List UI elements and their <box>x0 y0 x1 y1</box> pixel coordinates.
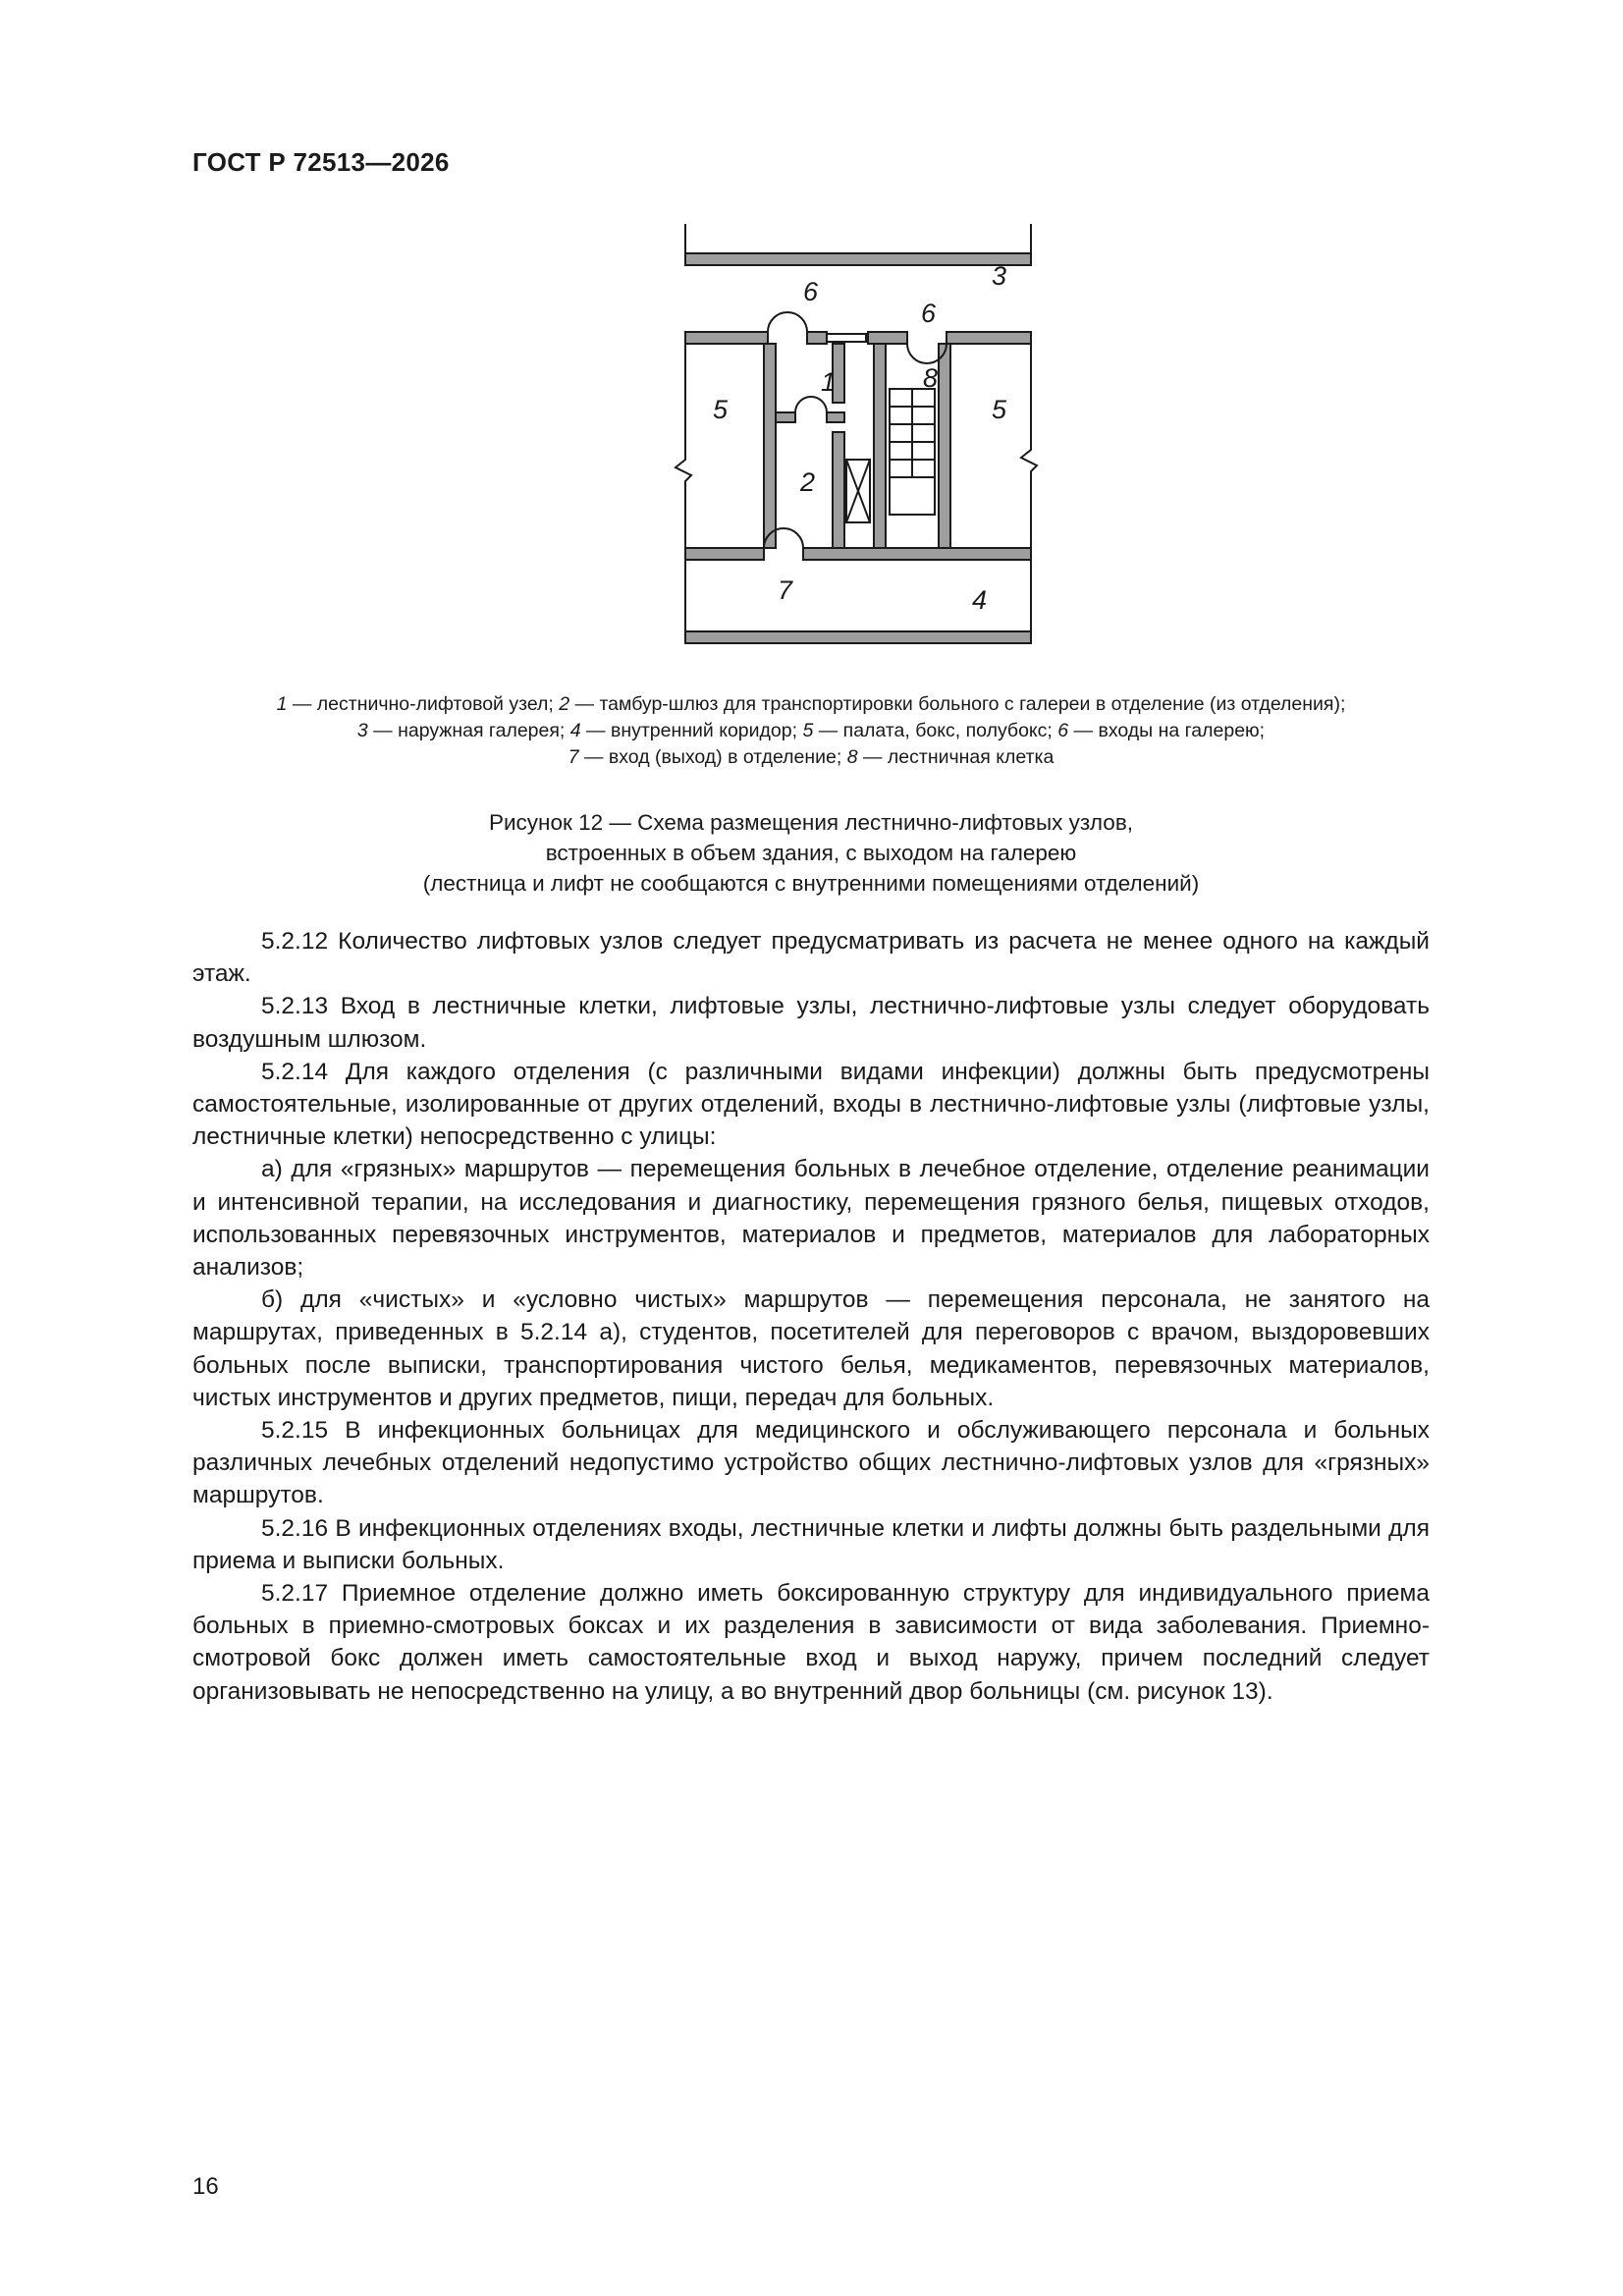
lift-shaft-wall <box>833 432 844 548</box>
gallery-outer-wall <box>685 253 1031 265</box>
legend-text-4: — внутренний коридор; <box>580 720 803 741</box>
legend-num-1: 1 <box>276 693 288 715</box>
page-number: 16 <box>192 2173 219 2200</box>
floor-plan-figure <box>660 224 1053 656</box>
paragraph-5-2-12: 5.2.12 Количество лифтовых узлов следует предусматривать из расчета не менее одного на каждый этаж. <box>192 928 1430 988</box>
label-7: 7 <box>778 575 793 605</box>
legend-line-2 <box>192 718 1430 744</box>
label-6-right: 6 <box>921 299 937 328</box>
caption-line-2: встроенных в объем здания, с выходом на галерею <box>545 841 1077 865</box>
legend-line-3 <box>192 744 1430 771</box>
vestibule-wall-a <box>776 412 795 422</box>
legend-num-8: 8 <box>846 746 858 768</box>
paragraph-5-2-16: 5.2.16 В инфекционных отделениях входы, лестничные клетки и лифты должны быть раздельными для приема и выписки больных. <box>192 1514 1430 1574</box>
paragraph-5-2-13: 5.2.13 Вход в лестничные клетки, лифтовые узлы, лестнично-лифтовые узлы следует оборудовать воздушным шлюзом. <box>192 993 1430 1053</box>
floor-plan-drawing <box>660 224 1053 656</box>
legend-text-3: — наружная галерея; <box>367 720 570 741</box>
label-2: 2 <box>800 467 816 497</box>
legend-text-2: — тамбур-шлюз для транспортировки больного с галереи в отделение (из отделения); <box>569 693 1346 715</box>
gallery-inner-wall-mid <box>868 332 907 344</box>
break-line-right <box>1021 344 1037 548</box>
caption-line-1: Рисунок 12 — Схема размещения лестнично-лифтовых узлов, <box>488 810 1134 835</box>
staircase <box>890 389 935 515</box>
label-6-left: 6 <box>803 277 819 306</box>
legend-text-6: — входы на галерею; <box>1068 720 1266 741</box>
legend-num-7: 7 <box>568 746 579 768</box>
break-line-left <box>676 344 691 548</box>
paragraph-5-2-14-a: а) для «грязных» маршрутов — перемещения больных в лечебное отделение, отделение реанимации и интенсивной терапии, на исследования и диагностику, перемещения грязного белья, пищевых отходов, использованных перевязочных инструментов, материалов и предметов, материалов для лабораторных анализов; <box>192 1156 1430 1282</box>
gallery-inner-wall-mid-left <box>807 332 827 344</box>
label-3: 3 <box>992 261 1007 291</box>
legend-num-4: 4 <box>569 720 581 741</box>
label-8: 8 <box>923 363 939 393</box>
paragraph-5-2-17: 5.2.17 Приемное отделение должно иметь боксированную структуру для индивидуального приема больных в приемно-смотровых боксах и их разделения в зависимости от вида заболевания. Приемно-смотровой бокс должен иметь самостоятельные вход и выход наружу, причем последний следует организовывать не непосредственно на улицу, а во внутренний двор больницы (см. рисунок 13). <box>192 1580 1430 1705</box>
legend-num-5: 5 <box>802 720 814 741</box>
corridor-bottom-wall <box>685 631 1031 643</box>
label-1: 1 <box>821 367 837 397</box>
paragraph-5-2-14: 5.2.14 Для каждого отделения (с различными видами инфекции) должны быть предусмотрены самостоятельные, изолированные от других отделений, входы в лестнично-лифтовые узлы (лифтовые узлы, лестничные клетки) непосредственно с улицы: <box>192 1058 1430 1151</box>
paragraph-5-2-14-b: б) для «чистых» и «условно чистых» маршрутов — перемещения персонала, не занятого на маршрутах, приведенных в 5.2.14 а), студентов, посетителей для переговоров с врачом, выздоровевших больных после выписки, транспортирования чистого белья, медикаментов, перевязочных материалов, чистых инструментов и других предметов, пищи, передач для больных. <box>192 1286 1430 1411</box>
legend-text-1: — лестнично-лифтовой узел; <box>287 693 560 715</box>
label-4: 4 <box>972 585 988 615</box>
stair-wall-left <box>874 344 886 548</box>
legend-num-3: 3 <box>356 720 368 741</box>
lift-shaft <box>846 460 870 522</box>
legend-text-8: — лестничная клетка <box>857 746 1055 768</box>
legend-text-5: — палата, бокс, полубокс; <box>813 720 1058 741</box>
ward-wall-left <box>764 344 776 548</box>
legend-text-7: — вход (выход) в отделение; <box>578 746 847 768</box>
document-header: ГОСТ Р 72513—2026 <box>192 147 450 177</box>
figure-caption <box>192 807 1430 899</box>
label-5-left: 5 <box>713 395 729 424</box>
door-gallery-left <box>768 312 807 332</box>
legend-line-1 <box>192 691 1430 718</box>
legend-num-2: 2 <box>559 693 570 715</box>
legend-num-6: 6 <box>1057 720 1069 741</box>
gallery-inner-wall-left <box>685 332 768 344</box>
figure-legend <box>192 691 1430 771</box>
body-text <box>192 925 1430 1708</box>
paragraph-5-2-15: 5.2.15 В инфекционных больницах для медицинского и обслуживающего персонала и больных различных лечебных отделений недопустимо устройство общих лестнично-лифтовых узлов для «грязных» маршрутов. <box>192 1417 1430 1509</box>
window <box>827 334 866 342</box>
gallery-inner-wall-right <box>947 332 1031 344</box>
label-5-right: 5 <box>992 395 1007 424</box>
ward-wall-right <box>939 344 950 548</box>
door-vestibule <box>795 397 827 412</box>
caption-line-3: (лестница и лифт не сообщаются с внутренними помещениями отделений) <box>422 871 1200 896</box>
vestibule-wall-b <box>827 412 844 422</box>
corridor-wall-left <box>685 548 764 560</box>
corridor-wall-right <box>803 548 1031 560</box>
